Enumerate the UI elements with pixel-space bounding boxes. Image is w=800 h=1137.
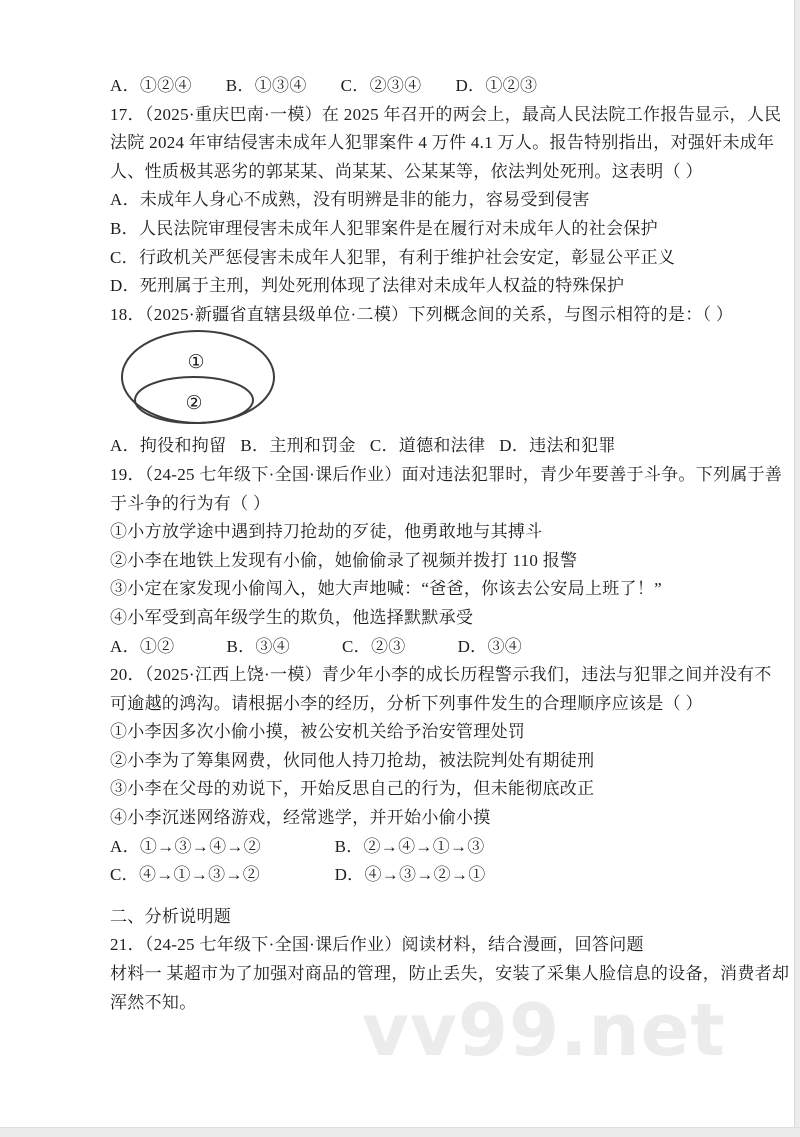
q17-option-a: A．未成年人身心不成熟，没有明辨是非的能力，容易受到侵害 [110,190,590,210]
venn-diagram-svg [114,329,474,432]
page-bottom-edge [0,1127,800,1137]
venn-inner-label: ② [185,392,203,415]
q17-option-b: B．人民法院审理侵害未成年人犯罪案件是在履行对未成年人的社会保护 [110,218,658,238]
q20-option-c: C．④→①→③→② [110,865,261,885]
q18-options-row [110,432,710,461]
q20-option-a: A．①→③→④→② [110,836,261,856]
q20-stem-line-2: 可逾越的鸿沟。请根据小李的经历，分析下列事件发生的合理顺序应该是（ ） [110,693,703,713]
document-content [110,72,790,1017]
q16-option-a: A．①②④ [110,76,192,95]
q20-stem-line-1: 20．（2025·江西上饶·一模）青少年小李的成长历程警示我们，违法与犯罪之间并没有不 [110,665,772,685]
q16-options-row [110,72,710,101]
q18-venn-diagram [114,329,710,432]
q18-stem: 18．（2025·新疆省直辖县级单位·二模）下列概念间的关系，与图示相符的是：（ ） [110,304,734,324]
q20-item-2: ②小李为了筹集网费，伙同他人持刀抢劫，被法院判处有期徒刑 [110,750,595,770]
q19-stem-line-1: 19．（24-25 七年级下·全国·课后作业）面对违法犯罪时，青少年要善于斗争。下列属于善 [110,464,783,484]
q20-options-row-2 [110,861,710,890]
q17-stem-line-3: 人、性质极其恶劣的郭某某、尚某某、公某某等，依法判处死刑。这表明（ ） [110,161,703,181]
q16-option-d: D．①②③ [455,76,538,95]
q20-option-b: B．②→④→①→③ [334,836,485,856]
q18-option-b: B．主刑和罚金 [240,436,356,456]
q19-options-row [110,633,710,662]
q19-item-2: ②小李在地铁上发现有小偷，她偷偷录了视频并拨打 110 报警 [110,550,578,570]
q19-option-c: C．②③ [342,636,406,656]
q17-stem-line-2: 法院 2024 年审结侵害未成年人犯罪案件 4 万件 4.1 万人。报告特别指出，对强奸未成年 [110,133,775,153]
section-2-heading: 二、分析说明题 [110,906,232,926]
q20-item-3: ③小李在父母的劝说下，开始反思自己的行为，但未能彻底改正 [110,779,595,799]
q19-option-a: A．①② [110,636,175,656]
q17-option-d: D．死刑属于主刑，判处死刑体现了法律对未成年人权益的特殊保护 [110,276,625,296]
q18-option-d: D．违法和犯罪 [499,436,616,456]
q19-option-d: D．③④ [457,636,523,656]
q18-option-c: C．道德和法律 [369,436,486,456]
q16-option-c: C．②③④ [340,76,422,95]
q17-stem-line-1: 17．（2025·重庆巴南·一模）在 2025 年召开的两会上，最高人民法院工作报告显示，人民 [110,104,782,124]
q20-item-1: ①小李因多次小偷小摸，被公安机关给予治安管理处罚 [110,722,526,742]
q18-option-a: A．拘役和拘留 [110,436,227,456]
q16-option-b: B．①③④ [225,76,307,95]
q20-options-row-1 [110,833,710,862]
q19-item-3: ③小定在家发现小偷闯入，她大声地喊：“爸爸，你该去公安局上班了！” [110,579,662,599]
venn-outer-label: ① [187,351,205,374]
q19-stem-line-2: 于斗争的行为有（ ） [110,493,271,513]
watermark: vv99.net [362,988,726,1072]
q20-option-d: D．④→③→②→① [334,865,486,885]
q20-item-4: ④小李沉迷网络游戏，经常逃学，并开始小偷小摸 [110,808,491,828]
q21-material-line-1: 材料一 某超市为了加强对商品的管理，防止丢失，安装了采集人脸信息的设备，消费者却 [110,964,790,984]
q19-option-b: B．③④ [226,636,291,656]
q21-stem: 21．（24-25 七年级下·全国·课后作业）阅读材料，结合漫画，回答问题 [110,935,644,955]
q17-option-c: C．行政机关严惩侵害未成年人犯罪，有利于维护社会安定，彰显公平正义 [110,247,676,267]
q21-material-line-2: 浑然不知。 [110,992,197,1012]
q19-item-4: ④小军受到高年级学生的欺负，他选择默默承受 [110,607,474,627]
q19-item-1: ①小方放学途中遇到持刀抢劫的歹徒，他勇敢地与其搏斗 [110,522,543,542]
